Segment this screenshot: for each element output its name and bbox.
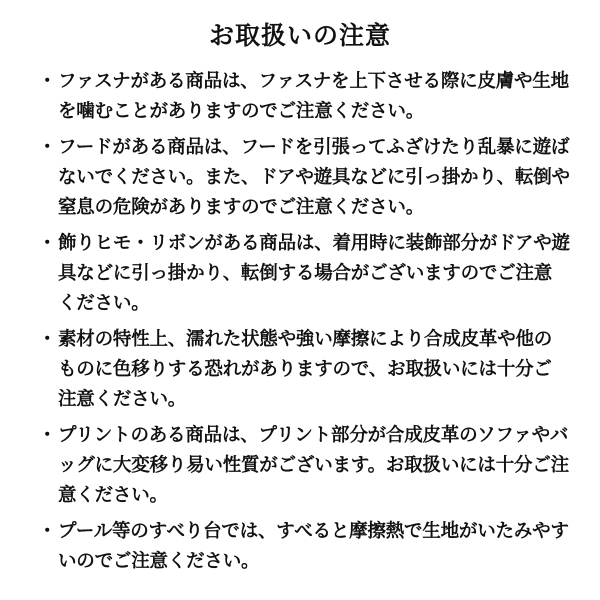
bullet-icon: ・ bbox=[38, 424, 57, 446]
list-item bbox=[38, 517, 570, 577]
bullet-icon: ・ bbox=[38, 71, 57, 93]
notice-text: 素材の特性上、濡れた状態や強い摩擦により合成皮革や他のものに色移りする恐れがありますので、お取扱いには十分ご注意ください。 bbox=[58, 329, 553, 410]
list-item bbox=[38, 133, 570, 223]
notice-list bbox=[22, 67, 578, 577]
notice-text: 飾りヒモ・リボンがある商品は、着用時に装飾部分がドアや遊具などに引っ掛かり、転倒する場合がございますのでご注意ください。 bbox=[58, 233, 570, 315]
bullet-icon: ・ bbox=[38, 233, 57, 255]
bullet-icon: ・ bbox=[38, 137, 57, 159]
bullet-icon: ・ bbox=[38, 520, 57, 542]
page-title: お取扱いの注意 bbox=[208, 21, 391, 50]
list-item bbox=[38, 229, 570, 319]
list-item bbox=[38, 325, 570, 415]
list-item bbox=[38, 67, 570, 127]
notice-text: プリントのある商品は、プリント部分が合成皮革のソファやバッグに大変移り易い性質がございます。お取扱いには十分ご注意ください。 bbox=[58, 424, 569, 506]
notice-text: ファスナがある商品は、ファスナを上下させる際に皮膚や生地を噛むことがありますのでご注意ください。 bbox=[58, 71, 569, 123]
bullet-icon: ・ bbox=[38, 329, 57, 350]
notice-text: フードがある商品は、フードを引張ってふざけたり乱暴に遊ばないでください。また、ドアや遊具などに引っ掛かり、転倒や窒息の危険がありますのでご注意ください。 bbox=[58, 137, 570, 219]
list-item bbox=[38, 421, 570, 511]
notice-text: プール等のすべり台では、すべると摩擦熱で生地がいたみやすいのでご注意ください。 bbox=[58, 520, 569, 572]
